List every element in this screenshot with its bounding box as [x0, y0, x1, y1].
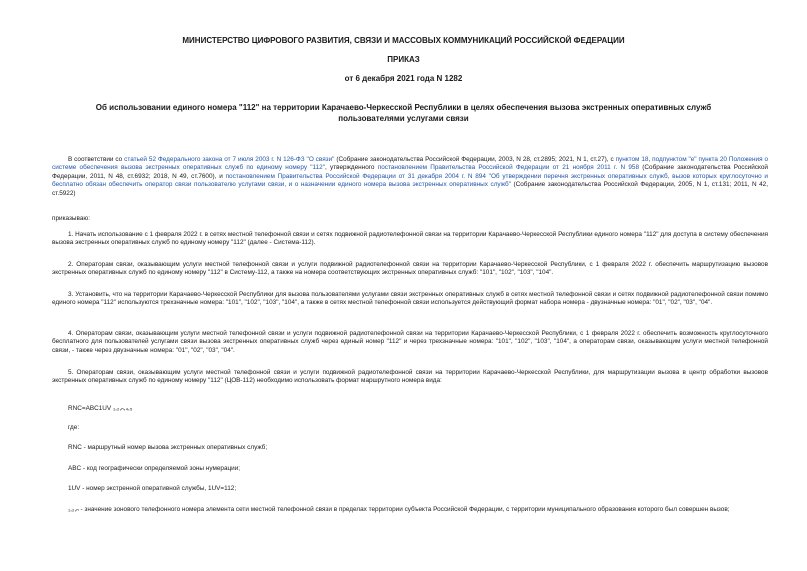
ministry-heading: МИНИСТЕРСТВО ЦИФРОВОГО РАЗВИТИЯ, СВЯЗИ И МАССОВЫХ КОММУНИКАЦИЙ РОССИЙСКОЙ ФЕДЕРАЦИИ [182, 36, 625, 45]
item-1: 1. Начать использование с 1 февраля 2022 г. в сетях местной телефонной связи и сетях подвижной радиотелефонной связи на территории Карачаево-Черкесской Республики единого номера "112" для доступа в систему обеспечения вызова экстренных оперативных служб по единому номеру "112" (далее - Система-112). [52, 231, 768, 247]
document-type: ПРИКАЗ [387, 55, 420, 64]
link-resolution-894[interactable]: постановлением Правительства Российской Федерации от 31 декабря 2004 г. N 894 "Об утверждении перечня экстренных оперативных служб, вызов которых круглосуточно и бесплатно обязан обеспечить оператор связи пользователю услугами связи, и о назначении единого номера вызова экстренных оперативных служб" [52, 172, 768, 189]
rnc-formula: RNC=ABC1UV [68, 405, 112, 412]
where-label: где: [68, 424, 80, 431]
item-5: 5. Операторам связи, оказывающим услуги местной телефонной связи и услуги подвижной радиотелефонной связи на территории Карачаево-Черкесской Республики, для маршрутизации вызова в центр обработки вызовов экстренных оперативных служб по единому номеру "112" (ЦОВ-112) необходимо использовать формат маршрутного номера вида: [52, 369, 768, 385]
rnc-subscripts: ₁,₂,ₙ,₄,₅ [112, 405, 133, 412]
document-title: Об использовании единого номера "112" на территории Карачаево-Черкесской Республики в целях обеспечения вызова экстренных оперативных служб пользователями услугами связи [95, 103, 712, 123]
preamble-text: В соответствии со [68, 156, 125, 163]
order-word: приказываю: [52, 215, 90, 222]
link-resolution-958[interactable]: постановлением Правительства Российской Федерации от 21 ноября 2011 г. N 958 [377, 164, 640, 172]
definition-zone-number [52, 506, 768, 514]
preamble-text: (Собрание законодательства Российской Федерации, 2005, N 1, ст.131; 2011, N 42, ст.5922) [52, 181, 768, 197]
zone-subscripts: ₁,₂,ₙ [68, 506, 79, 513]
definition-rnc: RNC - маршрутный номер вызова экстренных оперативных служб; [68, 444, 268, 451]
link-point-18[interactable]: пунктом 18 [615, 156, 649, 163]
link-law-126[interactable]: статьей 52 Федерального закона от 7 июля 2003 г. N 126-ФЗ "О связи" [124, 156, 335, 163]
definition-abc: ABC - код географически определяемой зоны нумерации; [68, 465, 241, 472]
zone-definition-text: - значение зонового телефонного номера элемента сети местной телефонной связи в пределах территории субъекта Российской Федерации, с территории муниципального образования которого был совершен вызов; [78, 506, 730, 513]
item-2: 2. Операторам связи, оказывающим услуги местной телефонной связи и услуги подвижной радиотелефонной связи на территории Карачаево-Черкесской Республики, с 1 февраля 2022 г. обеспечить маршрутизацию вызовов экстренных оперативных служб по единому номеру "112" в Систему-112, а также на номера соответствующих экстренных оперативных служб: "101", "102", "103", "104". [52, 261, 768, 277]
rnc-format [52, 405, 768, 413]
preamble-text: (Собрание законодательства Российской Федерации, 2011, N 48, ст.6932; 2018, N 49, ст.7600), и [52, 164, 768, 180]
preamble-text: , утвержденного [325, 164, 378, 172]
date-number: от 6 декабря 2021 года N 1282 [344, 74, 463, 83]
item-4: 4. Операторам связи, оказывающим услуги местной телефонной связи и услуги подвижной радиотелефонной связи на территории Карачаево-Черкесской Республики, с 1 февраля 2022 г. обеспечить возможность круглосуточного бесплатного для пользователей услугами связи вызова экстренных оперативных служб через единый номер "112" и через трехзначные номера: "101", "102", "103", "104", а операторам связи, оказывающим услуги местной телефонной связи, - также через двузначные номера: "01", "02", "03", "04". [52, 330, 768, 354]
item-3: 3. Установить, что на территории Карачаево-Черкесской Республики для вызова пользователями услугами связи экстренных оперативных служб в сетях местной телефонной связи и сетях подвижной радиотелефонной связи помимо единого номера "112" используются трехзначные номера: "101", "102", "103", "104", а также в сетях местной телефонной связи используется действующий формат набора номера - двузначные номера: "01", "02", "03", "04". [52, 291, 768, 307]
preamble-text: (Собрание законодательства Российской Федерации, 2003, N 28, ст.2895; 2021, N 1, ст.27), с [334, 156, 616, 163]
preamble [52, 156, 768, 198]
link-subpoint-e[interactable]: подпунктом "е" пункта 20 Положения о системе обеспечения вызова экстренных оперативных служб по единому номеру "112" [52, 156, 768, 172]
preamble-text: , [648, 156, 653, 163]
definition-1uv: 1UV - номер экстренной оперативной службы, 1UV=112; [68, 485, 237, 492]
